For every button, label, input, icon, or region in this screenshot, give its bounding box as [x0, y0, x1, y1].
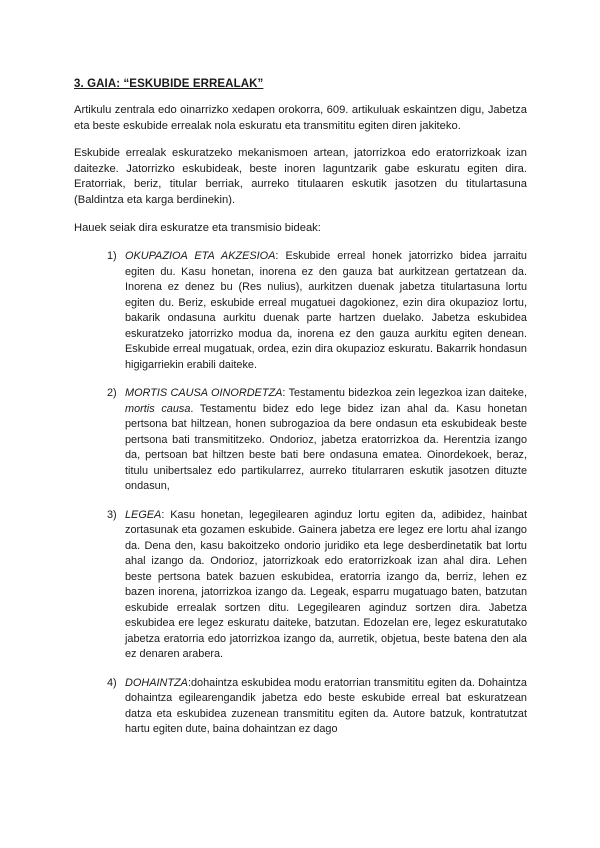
list-item-text: : Kasu honetan, legegilearen aginduz lortu egiten da, adibidez, hainbat zortasunak eta gozamen eskubide. Gainera jabetza ere legez ere lortu ahal izango da. Dena den, kasu bakoitzeko ondorio juridiko eta lege desberdinetatik bat lortu ahal izango da. Ondorioz, jatorrizkoak edo eratorrizkoak izan ahal dira. Lehen beste pertsona batek bazuen eskubidea, eratorria izango da, berriz, lehen ez bazen inorena, jatorrizkoa izango da. Legeak, esparru mugatuago baten, batzutan eskubide errealak sortzen ditu. Legegilearen aginduz sortzen dira. Jabetza eskubidea ere legez eskuratu daiteke, batzutan. Edozelan ere, legez eskuratutako jabetza eratorria edo jatorrizkoa izango da, aurretik, objetua, beste batena den ala ez denaren arabera. — [125, 508, 527, 661]
section-title: 3. GAIA: “ESKUBIDE ERREALAK” — [74, 78, 264, 90]
list-item-term: OKUPAZIOA ETA AKZESIOA — [125, 250, 276, 263]
list-item-term: LEGEA — [125, 508, 162, 521]
paragraph-article-609: Artikulu zentrala edo oinarrizko xedapen orokorra, 609. artikuluak eskaintzen digu, Jabetza eta beste eskubide errealak nola eskuratu eta transmititu egiten diren jakiteko. — [74, 104, 527, 132]
list-item-text: : Eskubide erreal honek jatorrizko bidea jarraitu egiten du. Kasu honetan, inorena ez den gauza bat aurkitzean gertatzean da. Inorena ez denez bu (Res nulius), aurkitzen duenak jabetza titulartasuna lortu egiten du. Beriz, eskubide erreal mugatuei dagokionez, ezin dira okupazioz lortu, bakarik ondasuna aurkitu duenak parte hartzen duelako. Jabetza eskubidea eskuratzeko jatorrizko modua da, inorena ez den gauza aurkitu egiten denean. Eskubide erreal mugatuak, ordea, ezin dira okupazioz eskuratu. Bakarrik hondasun higigarriekin erabili daiteke. — [125, 250, 527, 371]
list-item-term: MORTIS CAUSA OINORDETZA — [125, 387, 283, 400]
list-item-number: 3) — [107, 508, 117, 521]
list-item-term: DOHAINTZA — [125, 676, 188, 689]
acquisition-list — [74, 249, 527, 738]
list-item-text: :dohaintza eskubidea modu eratorrian transmititu egiten da. Dohaintza dohaintza egilearengandik jabetza edo beste eskubide erreal bat eskuratzean datza eta eskubidea zuzenean transmititu egiten da. Autore batzuk, kontratutzat hartu egiten dute, baina dohaintzan ez dago — [125, 676, 527, 736]
list-item-text-before: : Testamentu bidezkoa zein legezkoa izan daiteke, — [282, 387, 528, 400]
list-item — [74, 249, 527, 373]
document-page — [74, 78, 527, 751]
list-intro: Hauek seiak dira eskuratze eta transmisio bideak: — [74, 221, 321, 234]
list-item-number: 2) — [107, 387, 117, 400]
list-item — [74, 676, 527, 738]
list-item-number: 1) — [107, 250, 117, 263]
list-item — [74, 386, 527, 495]
list-item-text: . Testamentu bidez edo lege bidez izan ahal da. Kasu honetan pertsona bat hiltzean, honen subrogazioa da bere ondasun eta eskubideak beste pertsona bati transmititzeko. Ondorioz, jabetza eratorrizkoa da. Herentzia izango da, pertsoan bat hiltzen beste bati bere ondasuna ematea. Oinordekoek, beraz, titulu unibertsalez edo partikularrez, aurreko titularraren eskutik jasotzen dituzte ondasun, — [125, 402, 527, 493]
list-item-number: 4) — [107, 676, 117, 689]
paragraph-acquisition-mechanisms: Eskubide errealak eskuratzeko mekanismoen artean, jatorrizkoa edo eratorrizkoak izan daitezke. Jatorrizko eskubideak, beste inoren laguntzarik gabe eskuratu egiten dira. Eratorriak, beriz, titular berriak, aurreko titulaaren eskutik jasotzen du titulartasuna (Baldintza eta karga berdinekin). — [74, 147, 527, 206]
list-item-inline-term: mortis causa — [125, 402, 191, 415]
list-item — [74, 508, 527, 663]
